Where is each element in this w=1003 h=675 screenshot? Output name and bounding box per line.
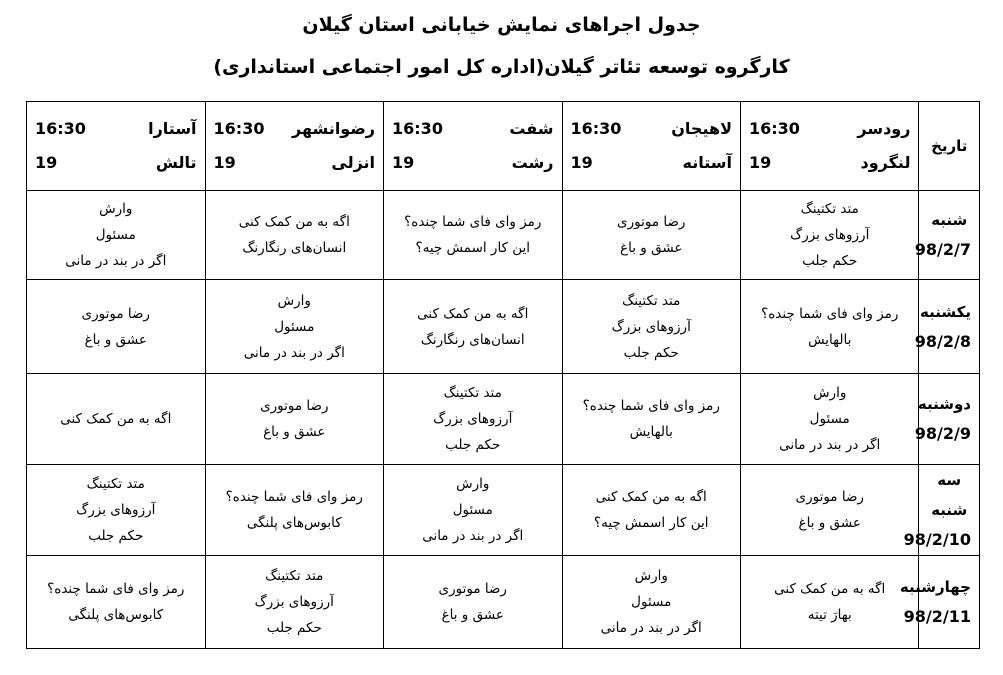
play-title: مسئول <box>631 594 672 610</box>
table-row <box>27 280 980 374</box>
play-title: حکم جلب <box>88 528 144 544</box>
schedule-cell <box>562 374 740 465</box>
play-title: وارش <box>277 292 311 309</box>
play-title: این کار اسمش چیه؟ <box>593 515 709 531</box>
play-title: متد تکتینگ <box>800 201 859 217</box>
play-title: مسئول <box>452 502 493 518</box>
play-title: رضا موتوری <box>617 214 686 230</box>
performance-time: 19 <box>213 153 236 172</box>
play-title: رضا موتوری <box>438 581 507 597</box>
performance-time: 16:30 <box>213 119 265 138</box>
play-title: عشق و باغ <box>84 331 147 348</box>
day-date: 98/2/7 <box>914 240 971 259</box>
day-date: 98/2/8 <box>914 331 971 351</box>
play-title: این کار اسمش چیه؟ <box>415 240 531 256</box>
performance-time: 19 <box>35 153 58 172</box>
play-title: رضا موتوری <box>81 305 150 322</box>
city-name: رضوانشهر <box>292 119 376 138</box>
schedule-cell <box>562 191 740 280</box>
play-title: اگه به من کمک کنی <box>60 411 172 427</box>
play-title: مسئول <box>809 411 850 427</box>
play-title: وارش <box>634 568 668 584</box>
day-name: یکشنبه <box>920 302 971 321</box>
play-title: بالهایش <box>808 331 852 348</box>
play-title: عشق و باغ <box>441 607 504 623</box>
day-name: شنبه <box>931 211 968 229</box>
play-title: رمز وای فای شما چنده؟ <box>404 214 542 230</box>
city-name: شفت <box>509 119 554 138</box>
schedule-cell <box>562 280 740 374</box>
play-title: حکم جلب <box>445 437 501 453</box>
play-title: رمز وای فای شما چنده؟ <box>47 581 185 597</box>
play-title: اگر در بند در مانی <box>422 528 524 544</box>
play-title: حکم جلب <box>266 620 322 636</box>
play-title: رمز وای فای شما چنده؟ <box>761 305 899 322</box>
play-title: رمز وای فای شما چنده؟ <box>225 489 363 505</box>
schedule-cell <box>384 191 562 280</box>
play-title: بالهایش <box>629 424 673 440</box>
play-title: رضا موتوری <box>795 489 864 505</box>
play-title: کابوس‌های پلنگی <box>246 515 342 531</box>
play-title: رضا موتوری <box>260 398 329 414</box>
performance-time: 19 <box>570 153 593 172</box>
day-cell <box>903 465 980 556</box>
table-row <box>27 556 980 649</box>
city-name: رودسر <box>857 119 911 138</box>
play-title: اگر در بند در مانی <box>65 253 167 269</box>
play-title: اگر در بند در مانی <box>243 344 345 361</box>
play-title: متد تکتینگ <box>622 292 681 309</box>
city-name: لنگرود <box>860 153 911 172</box>
performance-time: 16:30 <box>392 119 443 138</box>
day-cell <box>899 556 980 649</box>
schedule-cell <box>27 374 206 465</box>
city-name: آستانه <box>682 153 732 172</box>
play-title: مسئول <box>95 227 136 243</box>
day-date: 98/2/9 <box>914 424 971 443</box>
play-title: عشق و باغ <box>620 240 683 256</box>
schedule-cell <box>384 374 562 465</box>
performance-time: 16:30 <box>570 119 622 138</box>
performance-time: 16:30 <box>748 119 800 138</box>
schedule-cell <box>384 465 562 556</box>
play-title: آرزوهای بزرگ <box>254 594 334 610</box>
play-title: وارش <box>99 201 133 217</box>
play-title: آرزوهای بزرگ <box>433 411 513 427</box>
play-title: اگه به من کمک کنی <box>774 581 886 597</box>
day-date: 98/2/11 <box>903 607 971 626</box>
play-title: متد تکتینگ <box>86 476 145 492</box>
schedule-cell <box>27 556 206 649</box>
play-title: وارش <box>813 385 847 401</box>
performance-time: 16:30 <box>35 119 86 138</box>
play-title: کابوس‌های پلنگی <box>68 607 164 623</box>
play-title: حکم جلب <box>802 253 858 269</box>
schedule-cell <box>740 465 918 556</box>
schedule-cell <box>562 465 740 556</box>
schedule-cell <box>205 374 383 465</box>
performance-time: 19 <box>392 153 415 172</box>
city-column-header <box>740 102 918 191</box>
schedule-cell <box>740 556 918 649</box>
city-column-header <box>27 102 206 191</box>
schedule-cell <box>740 374 918 465</box>
schedule-cell <box>740 191 918 280</box>
play-title: انسان‌های رنگارنگ <box>242 240 347 256</box>
city-name: انزلی <box>331 153 376 172</box>
document-title: جدول اجراهای نمایش خیابانی استان گیلان <box>302 14 701 36</box>
city-column-header <box>384 102 562 191</box>
table-row <box>27 191 980 280</box>
day-cell <box>914 191 980 280</box>
play-title: عشق و باغ <box>263 424 326 440</box>
day-cell <box>914 374 980 465</box>
table-header-row <box>27 102 980 191</box>
play-title: اگه به من کمک کنی <box>595 489 707 505</box>
date-column-header: تاریخ <box>919 102 980 191</box>
city-name: تالش <box>155 153 197 172</box>
city-column-header <box>562 102 740 191</box>
schedule-cell <box>562 556 740 649</box>
play-title: متد تکتینگ <box>443 385 502 401</box>
schedule-cell <box>205 191 383 280</box>
schedule-cell <box>205 556 383 649</box>
document-subtitle: کارگروه توسعه تئاتر گیلان(اداره کل امور اجتماعی استانداری) <box>213 56 790 78</box>
play-title: بهارَ تیته <box>807 607 852 623</box>
city-name: لاهیجان <box>671 119 732 138</box>
table-row <box>27 465 980 556</box>
play-title: آرزوهای بزرگ <box>76 502 156 518</box>
city-column-header <box>205 102 383 191</box>
play-title: آرزوهای بزرگ <box>611 318 691 335</box>
day-name: چهارشنبه <box>899 578 971 596</box>
performance-schedule-table <box>26 101 980 649</box>
city-name: آستارا <box>148 119 197 138</box>
play-title: مسئول <box>274 318 315 335</box>
play-title: اگر در بند در مانی <box>600 620 702 636</box>
play-title: متد تکتینگ <box>265 568 324 584</box>
play-title: وارش <box>456 476 490 492</box>
play-title: حکم جلب <box>623 344 679 361</box>
schedule-cell <box>740 280 918 374</box>
day-name: دوشنبه <box>917 395 971 413</box>
schedule-cell <box>384 280 562 374</box>
play-title: عشق و باغ <box>798 515 861 531</box>
day-cell <box>914 280 980 374</box>
play-title: رمز وای فای شما چنده؟ <box>582 398 720 414</box>
performance-time: 19 <box>748 153 772 172</box>
play-title: اگه به من کمک کنی <box>417 305 529 322</box>
play-title: اگر در بند در مانی <box>779 437 881 453</box>
schedule-cell <box>205 465 383 556</box>
schedule-cell <box>27 465 206 556</box>
day-name: سه شنبه <box>931 471 968 519</box>
schedule-cell <box>384 556 562 649</box>
city-name: رشت <box>511 153 554 172</box>
schedule-cell <box>205 280 383 374</box>
day-date: 98/2/10 <box>903 530 971 549</box>
play-title: آرزوهای بزرگ <box>790 227 870 243</box>
schedule-cell <box>27 191 206 280</box>
play-title: انسان‌های رنگارنگ <box>420 331 525 348</box>
table-row <box>27 374 980 465</box>
play-title: اگه به من کمک کنی <box>238 214 350 230</box>
schedule-cell <box>27 280 206 374</box>
